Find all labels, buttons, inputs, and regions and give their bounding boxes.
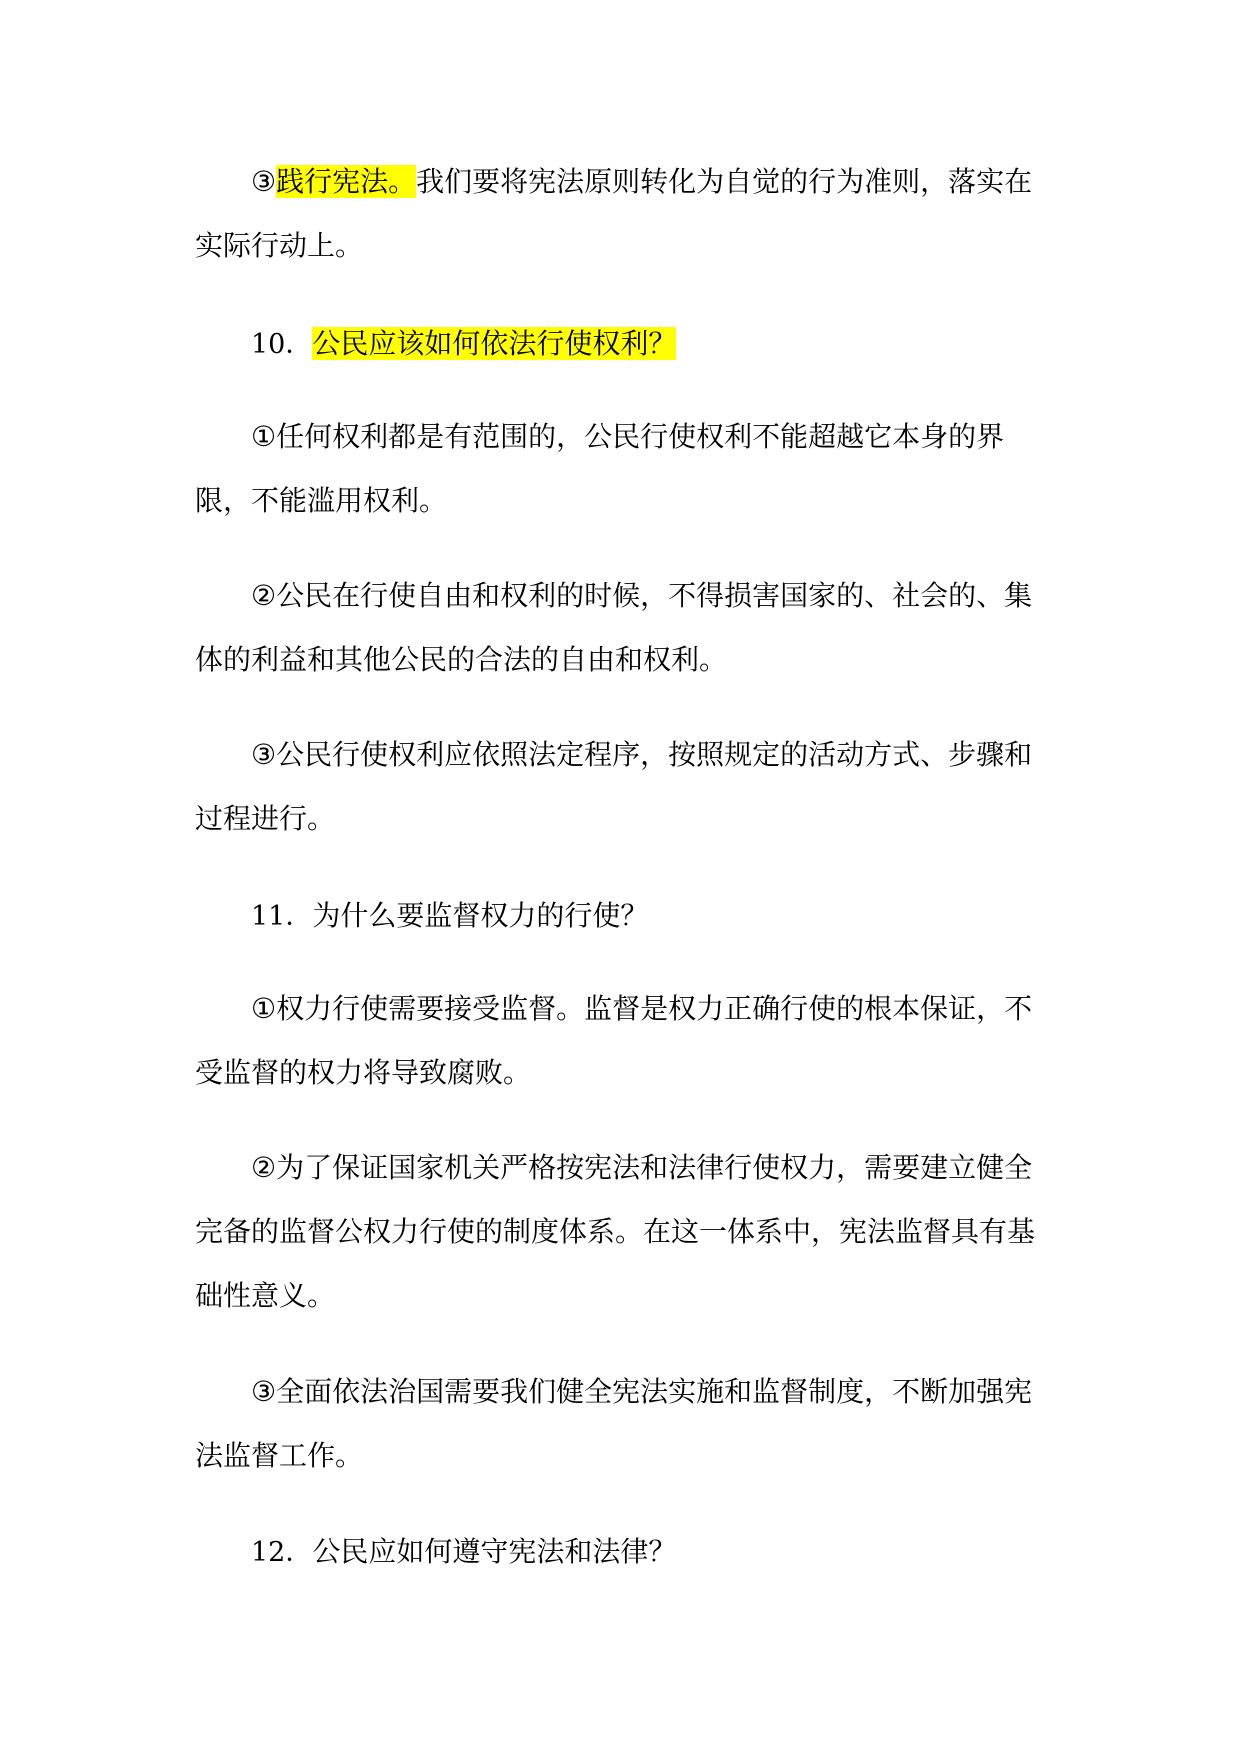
paragraph-text: ②为了保证国家机关严格按宪法和法律行使权力，需要建立健全完备的监督公权力行使的制度体系。在这一体系中，宪法监督具有基础性意义。 — [195, 1151, 1036, 1312]
question-11-heading — [195, 884, 1045, 949]
paragraph-legal-procedure — [195, 723, 1045, 851]
paragraph-text: ③全面依法治国需要我们健全宪法实施和监督制度，不断加强宪法监督工作。 — [195, 1375, 1033, 1472]
question-number: 12． — [251, 1537, 313, 1568]
paragraph-text: 我们要将宪法原则转化为自觉的行为准则，落实在实际行动上。 — [195, 165, 1033, 262]
paragraph-practice-constitution — [195, 150, 1045, 278]
question-number: 10． — [251, 329, 313, 360]
question-12-heading — [195, 1520, 1045, 1585]
highlighted-question: 公民应该如何依法行使权利？ — [312, 327, 677, 360]
question-number: 11． — [251, 901, 313, 932]
question-10-heading — [195, 312, 1045, 377]
paragraph-strengthen-supervision — [195, 1360, 1045, 1488]
paragraph-not-harm-interests — [195, 564, 1045, 692]
highlighted-text: 践行宪法。 — [276, 165, 417, 198]
question-text: 为什么要监督权力的行使？ — [312, 899, 649, 932]
paragraph-text: ②公民在行使自由和权利的时候，不得损害国家的、社会的、集体的利益和其他公民的合法的自由和权利。 — [195, 579, 1033, 676]
list-marker: ③ — [251, 165, 277, 198]
paragraph-text: ①权力行使需要接受监督。监督是权力正确行使的根本保证，不受监督的权力将导致腐败。 — [195, 992, 1033, 1089]
paragraph-supervision-system — [195, 1136, 1045, 1328]
paragraph-text: ①任何权利都是有范围的，公民行使权利不能超越它本身的界限，不能滥用权利。 — [195, 420, 1005, 517]
question-text: 公民应如何遵守宪法和法律？ — [312, 1535, 677, 1568]
paragraph-supervision-needed — [195, 977, 1045, 1105]
paragraph-text: ③公民行使权利应依照法定程序，按照规定的活动方式、步骤和过程进行。 — [195, 738, 1033, 835]
paragraph-rights-scope — [195, 405, 1045, 533]
